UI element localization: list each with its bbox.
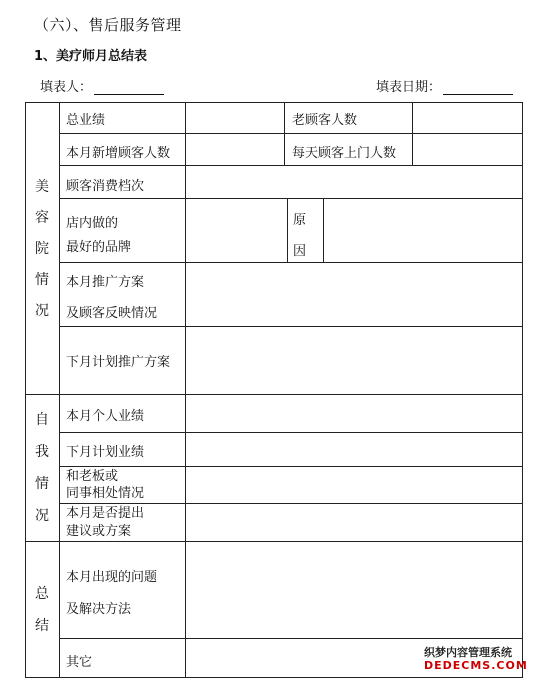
next-promo-input[interactable] [186,327,522,394]
relation-label-1: 和老板或 [66,469,119,484]
section-salon-char: 情 [35,272,49,288]
promo-label-2: 及顾客反映情况 [66,306,158,321]
filler-blank[interactable] [94,81,164,95]
section-salon-char: 况 [35,303,49,319]
section-summary-label [32,578,52,642]
consumption-level-label: 顾客消费档次 [66,179,145,194]
problems-input[interactable] [186,542,522,638]
total-performance-input[interactable] [186,103,284,133]
new-customers-label: 本月新增顾客人数 [66,146,171,161]
old-customers-label: 老顾客人数 [292,113,358,128]
reason-char: 原 [293,213,307,228]
promo-input[interactable] [186,263,522,326]
next-performance-input[interactable] [186,433,522,466]
form-title: 1、美疗师月总结表 [34,49,148,64]
section-salon-label [32,172,52,327]
page-heading: （六）、售后服务管理 [34,16,182,34]
suggestion-label-2: 建议或方案 [66,524,132,539]
problems-label-2: 及解决方法 [66,602,132,617]
section-self-label [32,404,52,532]
section-summary-char: 结 [35,618,49,634]
relation-label-2: 同事相处情况 [66,486,145,501]
next-promo-label: 下月计划推广方案 [66,355,171,370]
reason-label [293,205,311,267]
date-label: 填表日期： [376,80,442,95]
total-performance-label: 总业绩 [66,113,106,128]
suggestion-input[interactable] [186,504,522,541]
filler-field[interactable] [40,76,164,95]
section-self-char: 情 [35,476,49,492]
section-self-char: 况 [35,508,49,524]
daily-visits-input[interactable] [413,134,522,165]
site-watermark [424,646,528,672]
best-brand-input[interactable] [186,199,287,262]
problems-label-1: 本月出现的问题 [66,570,158,585]
old-customers-input[interactable] [413,103,522,133]
other-label: 其它 [66,655,93,670]
section-salon-char: 美 [35,179,49,195]
relation-input[interactable] [186,467,522,503]
reason-column-divider [287,198,288,262]
promo-label-1: 本月推广方案 [66,275,145,290]
watermark-title: 织梦内容管理系统 [424,646,512,659]
date-field[interactable] [376,76,513,95]
consumption-level-input[interactable] [186,166,522,198]
best-brand-label-1: 店内做的 [66,216,119,231]
daily-visits-label: 每天顾客上门人数 [292,146,397,161]
best-brand-label-2: 最好的品牌 [66,240,132,255]
date-blank[interactable] [443,81,513,95]
filler-label: 填表人： [40,80,93,95]
suggestion-label-1: 本月是否提出 [66,506,145,521]
new-customers-input[interactable] [186,134,284,165]
next-performance-label: 下月计划业绩 [66,445,145,460]
reason-input[interactable] [324,199,522,262]
section-salon-char: 容 [35,210,49,226]
watermark-url: DEDECMS.COM [424,659,528,672]
section-self-char: 自 [35,412,49,428]
personal-performance-input[interactable] [186,395,522,432]
personal-performance-label: 本月个人业绩 [66,409,145,424]
section-self-char: 我 [35,444,49,460]
reason-char: 因 [293,244,307,259]
section-summary-char: 总 [35,586,49,602]
section-salon-char: 院 [35,241,49,257]
mid-column-divider [284,102,285,166]
section-column-divider [59,102,60,678]
